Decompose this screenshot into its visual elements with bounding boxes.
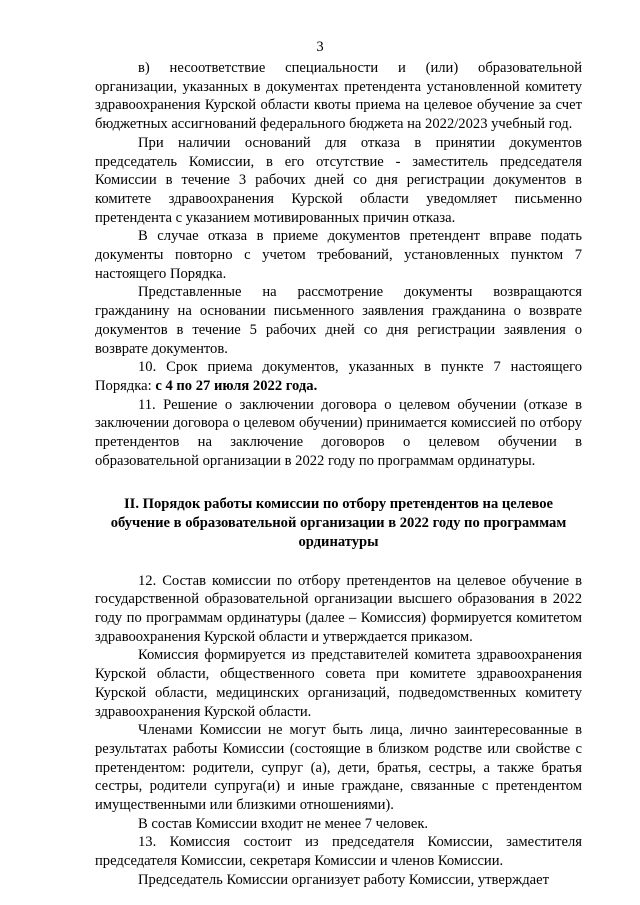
item-10-text: 10. Срок приема документов, указанных в пункте 7 настоящего Порядка: <box>95 359 582 394</box>
paragraph-refusal-grounds: При наличии оснований для отказа в принятии документов председатель Комиссии, в его отсутствие - заместитель председателя Комиссии в течение 3 рабочих дней со дня регистрации документов в комитете здравоохранения Курской области уведомляет письменно претендента с указанием мотивированных причин отказа. <box>95 134 582 226</box>
paragraph-item-12: 12. Состав комиссии по отбору претендентов на целевое обучение в государственной образовательной организации высшего образования в 2022 году по программам ординатуры (далее – Комиссия) формируется комитетом здравоохранения Курской области и утверждается приказом. <box>95 572 582 645</box>
paragraph-item-13: 13. Комиссия состоит из председателя Комиссии, заместителя председателя Комиссии, секретаря Комиссии и членов Комиссии. <box>95 834 582 870</box>
paragraph-resubmission: В случае отказа в приеме документов претендент вправе подать документы повторно с учетом требований, установленных пунктом 7 настоящего Порядка. <box>95 228 582 282</box>
item-10-dates: с 4 по 27 июля 2022 года. <box>155 377 318 394</box>
paragraph-commission-size: В состав Комиссии входит не менее 7 человек. <box>138 815 429 832</box>
paragraph-item-11: 11. Решение о заключении договора о целевом обучении (отказе в заключении договора о целевом обучении) принимается комиссией по отбору претендентов на заключение договоров о целевом обучении в образовательной организации в 2022 году по программам ординатуры. <box>95 396 582 469</box>
paragraph-return-documents: Представленные на рассмотрение документы возвращаются гражданину на основании письменного заявления гражданина о возврате документов в течение 5 рабочих дней со дня регистрации заявления о возврате документов. <box>95 284 582 357</box>
page-number: 3 <box>316 39 324 55</box>
paragraph-commission-formation: Комиссия формируется из представителей комитета здравоохранения Курской области, общественного совета при комитете здравоохранения Курской области, медицинских организаций, подведомственных комитету здравоохранения Курской области. <box>95 647 582 720</box>
spacer <box>95 470 582 495</box>
paragraph-item-v: в) несоответствие специальности и (или) образовательной организации, указанных в документах претендента установленной комитету здравоохранения Курской области квоты приема на целевое обучение за счет бюджетных ассигнований федерального бюджета на 2022/2023 учебный год. <box>95 60 582 133</box>
section-heading: II. Порядок работы комиссии по отбору претендентов на целевое обучение в образовательной организации в 2022 году по программам ординатуры <box>110 496 567 550</box>
paragraph-chairman: Председатель Комиссии организует работу Комиссии, утверждает <box>138 871 549 888</box>
spacer <box>95 552 582 572</box>
paragraph-commission-members: Членами Комиссии не могут быть лица, лично заинтересованные в результатах работы Комиссии (состоящие в близком родстве или свойстве с претендентом: родители, супруг (а), дети, братья, сестры, а также братья сестры, родители супруга(и) и иные граждане, связанные с претендентом имущественными или близкими отношениями). <box>95 722 582 814</box>
paragraph-item-10 <box>95 358 582 395</box>
document-body <box>95 59 582 890</box>
